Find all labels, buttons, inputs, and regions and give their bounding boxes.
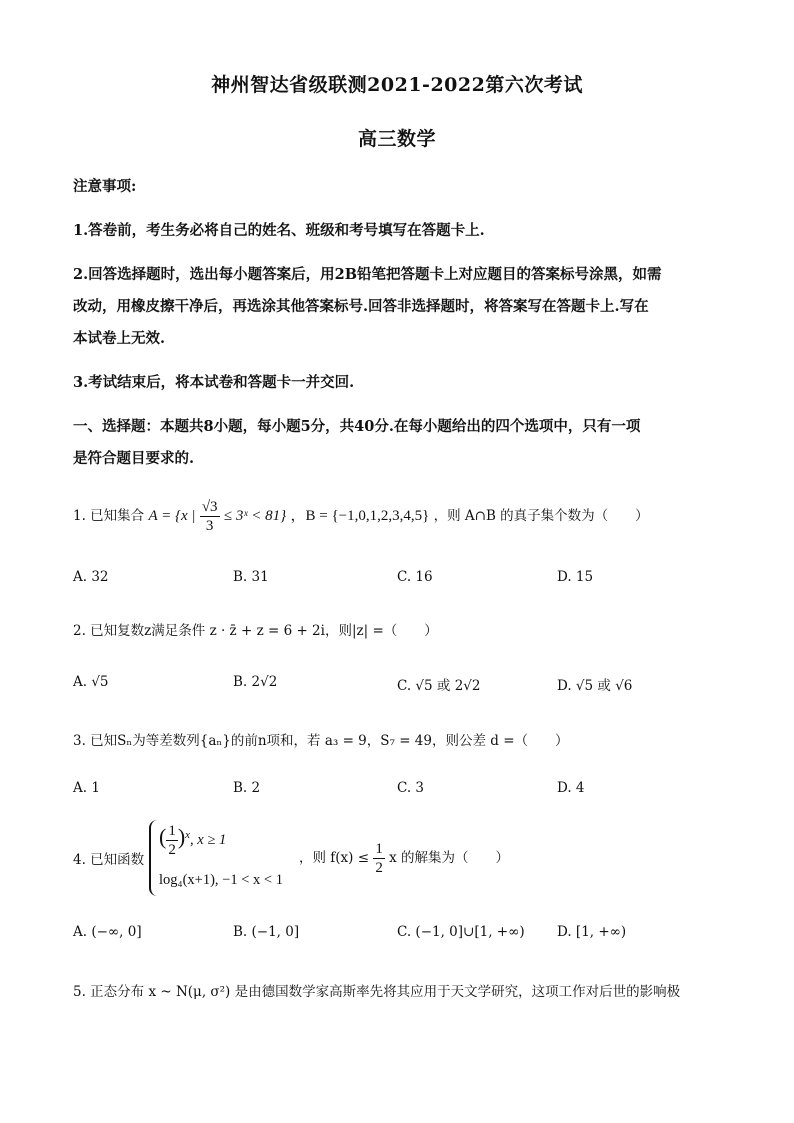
question-3-option-b: B. 2 — [233, 780, 261, 796]
notice-item-3: 3.考试结束后，将本试卷和答题卡一并交回. — [73, 374, 355, 391]
question-2-options — [73, 674, 733, 698]
question-4-half-numerator: 1 — [375, 841, 383, 857]
question-4-half-denominator: 2 — [375, 860, 383, 876]
question-4-case-2: log₄(x+1), −1 < x < 1 — [159, 872, 283, 888]
question-1-option-d: D. 15 — [557, 569, 594, 585]
question-1-set-a-open: A = {x | — [148, 508, 196, 524]
question-3-stem: 3. 已知Sₙ为等差数列{aₙ}的前n项和，若 a₃ = 9，S₇ = 49，则公差 d =（ ） — [73, 733, 569, 749]
question-1-set-a-close: ≤ 3ˣ < 81} — [223, 508, 287, 524]
notice-item-1: 1.答卷前，考生务必将自己的姓名、班级和考号填写在答题卡上. — [73, 222, 485, 239]
question-5-stem: 5. 正态分布 x ~ N(μ, σ²) 是由德国数学家高斯率先将其应用于天文学研究，这项工作对后世的影响极 — [73, 984, 681, 1000]
question-1-set-b: ，B = {−1,0,1,2,3,4,5} — [290, 508, 430, 524]
question-4-case-1-numerator: 1 — [168, 823, 176, 839]
question-1-option-c: C. 16 — [397, 569, 433, 585]
question-4-option-d: D. [1, +∞) — [557, 924, 627, 940]
question-4-option-c: C. (−1, 0]∪[1, +∞) — [397, 924, 525, 940]
question-1-options — [73, 569, 733, 593]
question-2-stem: 2. 已知复数z满足条件 z · z̄ + z = 6 + 2i，则|z| =（ ） — [73, 623, 438, 639]
question-1-fraction — [200, 498, 220, 535]
question-4-case-1-condition: , x ≥ 1 — [190, 831, 227, 848]
question-3-option-d: D. 4 — [557, 780, 585, 796]
notice-item-2-line-1: 2.回答选择题时，选出每小题答案后，用2B铅笔把答题卡上对应题目的答案标号涂黑，如需 — [73, 266, 662, 283]
notice-item-2-line-3: 本试卷上无效. — [73, 330, 166, 347]
question-4-case-1-exponent: x — [185, 829, 191, 841]
question-1-fraction-numerator: √3 — [201, 499, 218, 515]
question-4-option-b: B. (−1, 0] — [233, 924, 300, 940]
question-3-option-c: C. 3 — [397, 780, 425, 796]
question-1-option-b: B. 31 — [233, 569, 269, 585]
question-2-option-a: A. √5 — [73, 674, 109, 690]
section-1-line-2: 是符合题目要求的. — [73, 450, 195, 467]
question-1-suffix: ，则 A∩B 的真子集个数为（ ） — [433, 508, 649, 524]
question-4-suffix — [299, 840, 509, 877]
question-4-options — [73, 924, 733, 948]
question-4-suffix-start: ，则 f(x) ≤ — [299, 850, 370, 866]
notice-heading: 注意事项: — [73, 178, 137, 195]
question-4-case-1-denominator: 2 — [168, 842, 176, 858]
question-4-half-fraction — [373, 840, 385, 877]
question-4-suffix-end: x 的解集为（ ） — [389, 850, 510, 866]
notice-item-2-line-2: 改动，用橡皮擦干净后，再选涂其他答案标号.回答非选择题时，将答案写在答题卡上.写在 — [73, 298, 649, 315]
question-1-stem — [73, 498, 733, 535]
question-4-case-1-fraction — [166, 822, 178, 859]
question-1-prefix: 1. 已知集合 — [73, 508, 145, 524]
question-1-option-a: A. 32 — [73, 569, 109, 585]
exam-title: 神州智达省级联测2021-2022第六次考试 — [211, 74, 583, 96]
section-1-line-1: 一、选择题：本题共8小题，每小题5分，共40分.在每小题给出的四个选项中，只有一项 — [73, 418, 641, 435]
question-4-option-a: A. (−∞, 0] — [73, 924, 142, 940]
question-2-option-b: B. 2√2 — [233, 674, 278, 690]
question-4-prefix: 4. 已知函数 — [73, 852, 145, 868]
question-4-case-1: ( $\frac{1}{2}$ )$^x$, x ≥ 1 — [159, 823, 227, 858]
question-1-fraction-denominator: 3 — [205, 518, 214, 534]
question-2-option-c: C. √5 或 2√2 — [397, 678, 481, 694]
question-4-stem — [73, 820, 733, 896]
question-3-options — [73, 780, 733, 804]
exam-subject: 高三数学 — [357, 128, 436, 150]
question-4-piecewise-function — [149, 820, 301, 896]
question-2-option-d: D. √5 或 √6 — [557, 678, 633, 694]
question-3-option-a: A. 1 — [73, 780, 100, 796]
